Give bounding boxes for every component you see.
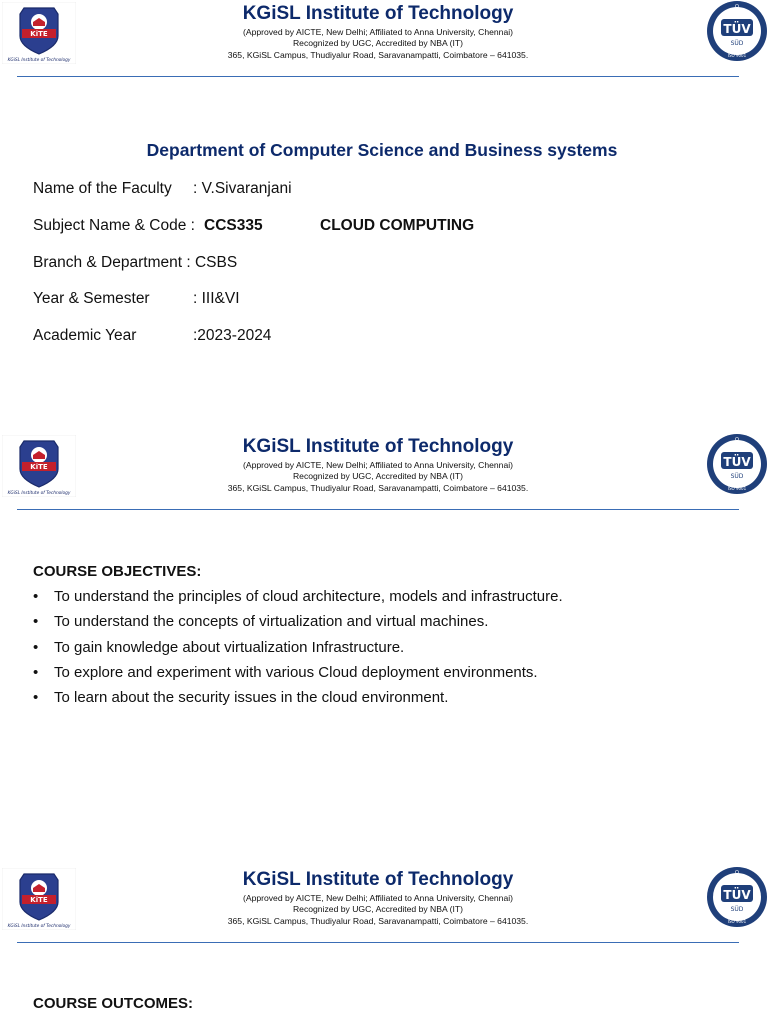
tuv-certification-logo (706, 0, 768, 62)
academic-value: :2023-2024 (193, 327, 272, 344)
svg-text:Q: Q (735, 4, 739, 10)
svg-text:TÜV: TÜV (723, 455, 751, 469)
approval-line: (Approved by AICTE, New Delhi; Affiliated to Anna University, Chennai) (242, 460, 514, 470)
header-divider (17, 942, 739, 943)
approval-line: (Approved by AICTE, New Delhi; Affiliated to Anna University, Chennai) (242, 27, 514, 37)
svg-text:Q: Q (735, 870, 739, 876)
bullet-icon: • (33, 663, 39, 681)
slide-3 (0, 866, 768, 1024)
subject-row (33, 217, 475, 235)
subject-code: CCS335 (204, 217, 263, 234)
subject-label: Subject Name & Code : (33, 217, 195, 234)
department-title: Department of Computer Science and Business systems (146, 140, 618, 160)
svg-text:ISO 9001: ISO 9001 (727, 486, 747, 491)
bullet-icon: • (33, 689, 39, 707)
svg-text:KiTE: KiTE (30, 30, 48, 38)
svg-text:KGiSL Institute of Technology: KGiSL Institute of Technology (7, 491, 71, 496)
slide-1 (0, 0, 768, 433)
svg-text:TÜV: TÜV (723, 888, 751, 902)
faculty-value: : V.Sivaranjani (193, 180, 292, 197)
academic-label: Academic Year (33, 327, 137, 344)
address-line: 365, KGiSL Campus, Thudiyalur Road, Saravanampatti, Coimbatore – 641035. (227, 50, 529, 60)
course-outcomes-heading: COURSE OUTCOMES: (33, 995, 194, 1012)
list-item: • To understand the concepts of virtualization and virtual machines. (33, 613, 489, 631)
recognition-line: Recognized by UGC, Accredited by NBA (IT) (292, 471, 464, 481)
faculty-row (33, 180, 292, 198)
objectives-list (33, 588, 563, 714)
recognition-line: Recognized by UGC, Accredited by NBA (IT) (292, 38, 464, 48)
bullet-icon: • (33, 588, 39, 605)
year-row (33, 290, 240, 308)
approval-line: (Approved by AICTE, New Delhi; Affiliated to Anna University, Chennai) (242, 893, 514, 903)
svg-text:SÜD: SÜD (730, 473, 744, 480)
svg-text:SÜD: SÜD (730, 906, 744, 913)
svg-text:KiTE: KiTE (30, 463, 48, 471)
bullet-icon: • (33, 638, 39, 656)
institute-title: KGiSL Institute of Technology (242, 869, 514, 890)
svg-text:TÜV: TÜV (723, 22, 751, 36)
svg-text:SÜD: SÜD (730, 40, 744, 47)
academic-row (33, 327, 272, 345)
svg-text:Q: Q (735, 437, 739, 443)
year-label: Year & Semester (33, 290, 150, 307)
slide-2 (0, 433, 768, 866)
year-value: : III&VI (193, 290, 240, 307)
svg-text:ISO 9001: ISO 9001 (727, 919, 747, 924)
svg-text:KiTE: KiTE (30, 896, 48, 904)
course-objectives-heading: COURSE OBJECTIVES: (33, 563, 202, 580)
branch-row (33, 254, 237, 272)
tuv-badge-icon (706, 866, 768, 928)
tuv-certification-logo (706, 866, 768, 928)
faculty-label: Name of the Faculty (33, 180, 172, 197)
tuv-badge-icon (706, 0, 768, 62)
address-line: 365, KGiSL Campus, Thudiyalur Road, Saravanampatti, Coimbatore – 641035. (227, 916, 529, 926)
svg-text:ISO 9001: ISO 9001 (727, 53, 747, 58)
svg-text:KGiSL Institute of Technology: KGiSL Institute of Technology (7, 924, 71, 929)
list-item: • To gain knowledge about virtualization Infrastructure. (33, 638, 405, 656)
header-divider (17, 76, 739, 77)
list-item: • To learn about the security issues in the cloud environment. (33, 689, 449, 707)
bullet-icon: • (33, 613, 39, 631)
institute-title: KGiSL Institute of Technology (242, 3, 514, 24)
institute-title: KGiSL Institute of Technology (242, 436, 514, 457)
list-item: • To explore and experiment with various Cloud deployment environments. (33, 663, 538, 681)
header-divider (17, 509, 739, 510)
list-item: • To understand the principles of cloud architecture, models and infrastructure. (33, 588, 563, 605)
recognition-line: Recognized by UGC, Accredited by NBA (IT) (292, 904, 464, 914)
tuv-badge-icon (706, 433, 768, 495)
subject-name: CLOUD COMPUTING (320, 217, 475, 234)
address-line: 365, KGiSL Campus, Thudiyalur Road, Saravanampatti, Coimbatore – 641035. (227, 483, 529, 493)
branch-label: Branch & Department : CSBS (33, 254, 238, 271)
tuv-certification-logo (706, 433, 768, 495)
svg-text:KGiSL Institute of Technology: KGiSL Institute of Technology (7, 58, 71, 63)
